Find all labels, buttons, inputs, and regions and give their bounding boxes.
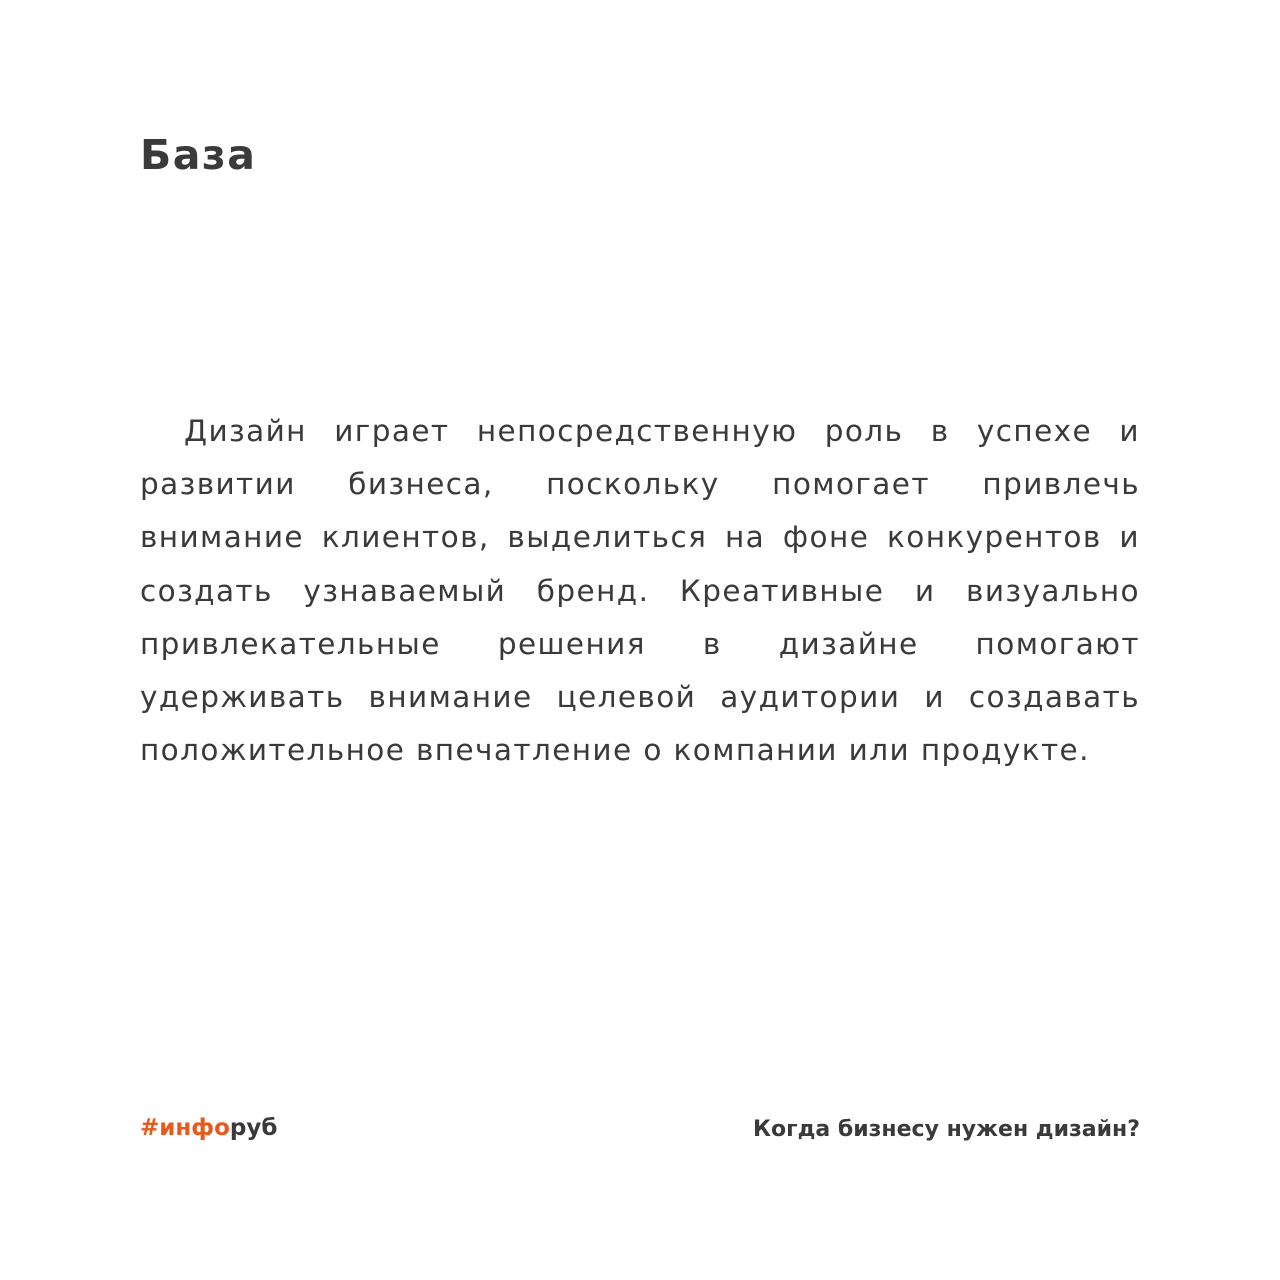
page-title: База	[140, 131, 257, 179]
series-caption: Когда бизнесу нужен дизайн?	[753, 1117, 1140, 1142]
hashtag-plain-part: руб	[229, 1115, 278, 1141]
body-paragraph: Дизайн играет непосредственную роль в успехе и развитии бизнеса, поскольку помогает привлечь внимание клиентов, выделиться на фоне конкурентов и создать узнаваемый бренд. Креативные и визуально привлекательные решения в дизайне помогают удерживать внимание целевой аудитории и создавать положительное впечатление о компании или продукте.	[140, 414, 1140, 768]
hashtag-accent-part: #инфо	[140, 1115, 230, 1141]
brand-hashtag	[140, 1115, 277, 1143]
